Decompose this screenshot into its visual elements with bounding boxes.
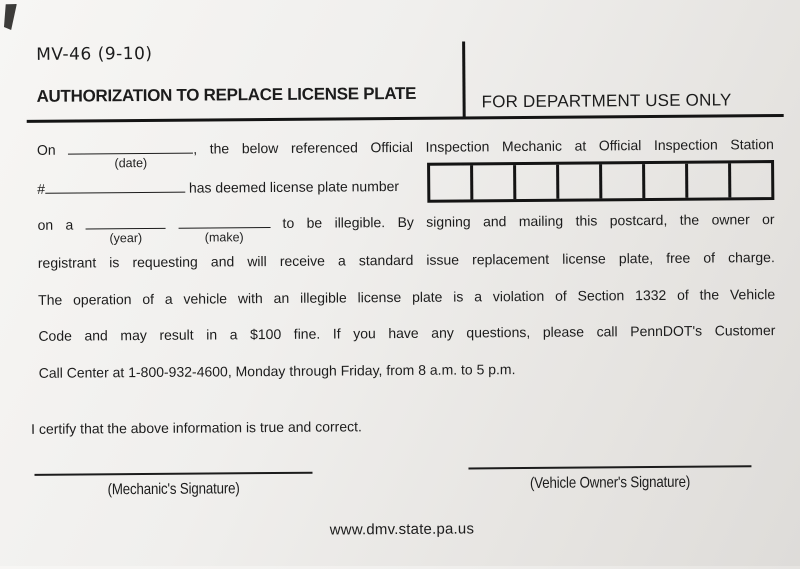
line-station-pre: # [37, 180, 46, 197]
make-blank-field [178, 213, 270, 229]
line-vehicle [37, 209, 775, 246]
line-date [36, 134, 774, 171]
mechanic-signature-label: (Mechanic's Signature) [107, 480, 240, 499]
plate-character-box [470, 165, 513, 199]
line-station-post: has deemed license plate number [188, 178, 400, 196]
header-vertical-divider [462, 41, 466, 117]
date-blank-field [68, 139, 193, 155]
line-date-pre: On [36, 141, 56, 158]
line-vehicle-post: to be illegible. By signing and mailing this postcard, the owner or [282, 211, 775, 231]
plate-character-box [599, 164, 642, 198]
plate-character-box [556, 164, 599, 198]
line-registrant: registrant is requesting and will receive a standard issue replacement license plate, free of charge. [37, 249, 775, 271]
year-blank-label: (year) [109, 231, 143, 246]
paragraph2-line2: Code and may result in a $100 fine. If you have any questions, please call PennDOT's Customer [38, 322, 776, 344]
owner-signature-label: (Vehicle Owner's Signature) [529, 473, 691, 492]
website-url: www.dmv.state.pa.us [329, 520, 475, 539]
plate-character-box [430, 165, 470, 199]
paragraph2-line1: The operation of a vehicle with an illegible license plate is a violation of Section 1332 of the Vehicle [38, 286, 776, 308]
plate-character-box [513, 165, 556, 199]
form-title: AUTHORIZATION TO REPLACE LICENSE PLATE [36, 83, 417, 106]
line-vehicle-pre: on a [37, 216, 74, 233]
make-blank-wrap [178, 213, 270, 245]
license-plate-character-boxes [427, 160, 774, 203]
owner-signature-line [468, 465, 751, 470]
year-blank-field [86, 214, 166, 230]
paragraph2-line3: Call Center at 1-800-932-4600, Monday through Friday, from 8 a.m. to 5 p.m. [38, 361, 516, 381]
plate-character-box [728, 163, 771, 197]
year-blank-wrap [86, 214, 166, 246]
date-blank-label: (date) [114, 155, 148, 171]
form-number: MV-46 (9-10) [36, 43, 153, 65]
line-date-post: , the below referenced Official Inspection Mechanic at Official Inspection Station [193, 136, 774, 157]
line-station [37, 176, 399, 199]
certify-statement: I certify that the above information is true and correct. [31, 418, 362, 437]
date-blank-wrap [68, 139, 193, 171]
mechanic-signature-line [34, 472, 312, 477]
plate-character-box [642, 164, 685, 198]
photo-corner-artifact [4, 4, 17, 30]
department-use-only-label: FOR DEPARTMENT USE ONLY [481, 90, 732, 112]
make-blank-label: (make) [204, 230, 244, 245]
plate-character-box [685, 163, 728, 197]
station-number-blank-field [45, 178, 185, 194]
header-horizontal-rule [27, 114, 784, 123]
